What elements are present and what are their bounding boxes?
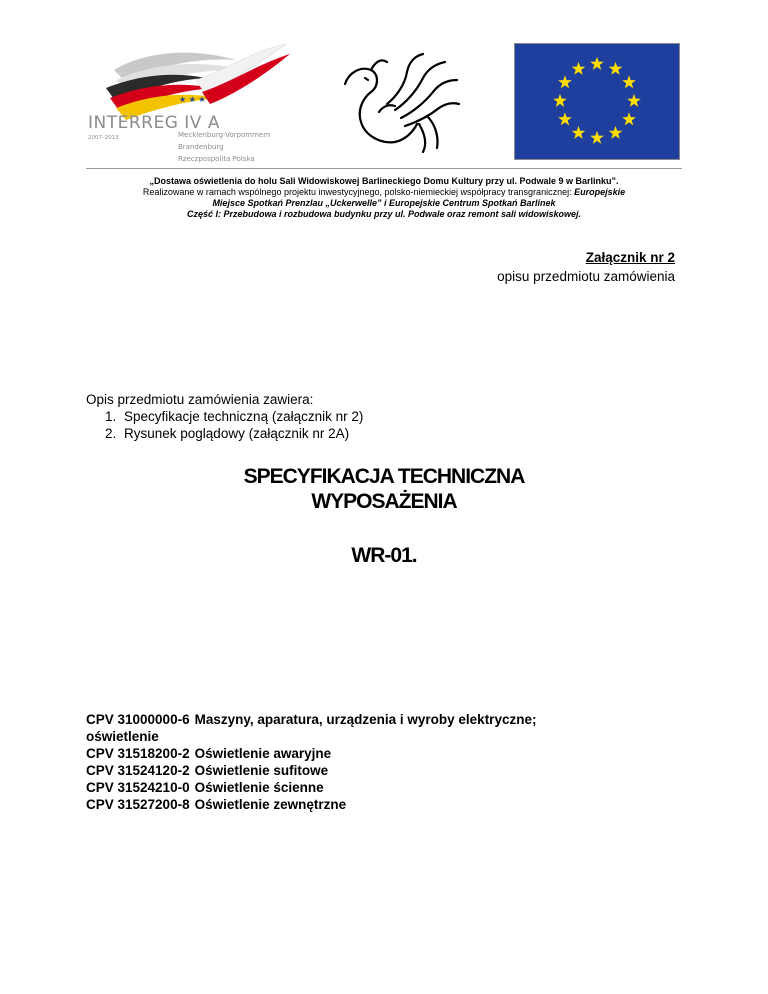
star-icon	[590, 57, 604, 70]
intro-lead: Opis przedmiotu zamówienia zawiera:	[86, 392, 314, 407]
flag-swoosh-icon	[106, 44, 290, 120]
eu-stars-circle	[515, 44, 679, 159]
star-icon	[609, 126, 623, 139]
cpv-table	[86, 711, 536, 813]
project-subtitle-line4: Część I: Przebudowa i rozbudowa budynku przy ul. Podwale oraz remont sali widowiskowej.	[186, 209, 582, 219]
cpv-code: CPV 31518200-2	[86, 746, 190, 761]
interreg-logo	[86, 40, 306, 165]
eu-stars-icon: ★ ★ ★	[179, 95, 206, 104]
annex-subtitle: opisu przedmiotu zamówienia	[497, 269, 675, 284]
cpv-code: CPV 31524120-2	[86, 763, 190, 778]
eu-flag-icon	[514, 43, 680, 160]
interreg-region-3: Rzeczpospolita Polska	[178, 155, 255, 163]
star-icon	[590, 131, 604, 144]
intro-section	[86, 391, 363, 442]
cpv-desc: Oświetlenie ścienne	[194, 780, 324, 795]
dove-logo-icon	[335, 44, 465, 156]
cpv-list	[86, 711, 536, 813]
table-row	[86, 779, 536, 796]
cpv-code: CPV 31524210-0	[86, 780, 190, 795]
annex-title: Załącznik nr 2	[585, 250, 675, 265]
star-icon	[572, 126, 586, 139]
star-icon	[622, 75, 636, 88]
cpv-desc: Oświetlenie zewnętrzne	[194, 797, 347, 812]
cpv-code: CPV 31000000-6	[86, 712, 190, 727]
project-subtitle-line3: Miejsce Spotkań Prenzlau „Uckerwelle” i Europejskie Centrum Spotkań Barlinek	[212, 198, 556, 208]
table-row	[86, 762, 536, 779]
cpv-desc: Oświetlenie awaryjne	[194, 746, 332, 761]
star-icon	[553, 94, 567, 107]
project-title	[60, 176, 708, 188]
table-row	[86, 711, 536, 728]
list-item: 2. Rysunek poglądowy (załącznik nr 2A)	[120, 425, 363, 442]
cpv-desc-wrap: oświetlenie	[86, 729, 159, 744]
star-icon	[627, 94, 641, 107]
star-icon	[609, 62, 623, 75]
interreg-years: 2007–2013	[88, 135, 119, 141]
table-row	[86, 745, 536, 762]
cpv-desc: Oświetlenie sufitowe	[194, 763, 329, 778]
list-item: 1. Specyfikacje techniczną (załącznik nr 2)	[120, 408, 363, 425]
spec-code: WR-01.	[351, 544, 417, 567]
cpv-desc: Maszyny, aparatura, urządzenia i wyroby elektryczne;	[194, 712, 537, 727]
star-icon	[558, 75, 572, 88]
intro-list	[86, 408, 363, 442]
spec-title-line1: SPECYFIKACJA TECHNICZNA	[243, 465, 525, 488]
interreg-region-2: Brandenburg	[178, 143, 224, 151]
project-subtitle	[60, 187, 708, 199]
table-row	[86, 728, 536, 745]
project-subtitle-bold: Europejskie	[574, 187, 626, 197]
interreg-name: INTERREG IV A	[88, 113, 220, 133]
cpv-code: CPV 31527200-8	[86, 797, 190, 812]
spec-title-line2: WYPOSAŻENIA	[311, 490, 457, 513]
star-icon	[622, 112, 636, 125]
star-icon	[572, 62, 586, 75]
header-divider	[86, 168, 682, 169]
table-row	[86, 796, 536, 813]
project-subtitle-prefix: Realizowane w ramach wspólnego projektu inwestycyjnego, polsko-niemieckiej współpracy transgranicznej:	[142, 187, 575, 197]
interreg-region-1: Mecklenburg-Vorpommern	[178, 131, 271, 139]
project-title-line1: „Dostawa oświetlenia do holu Sali Widowiskowej Barlineckiego Domu Kultury przy ul. Podwale 9 w Barlinku”.	[149, 176, 619, 186]
star-icon	[558, 112, 572, 125]
